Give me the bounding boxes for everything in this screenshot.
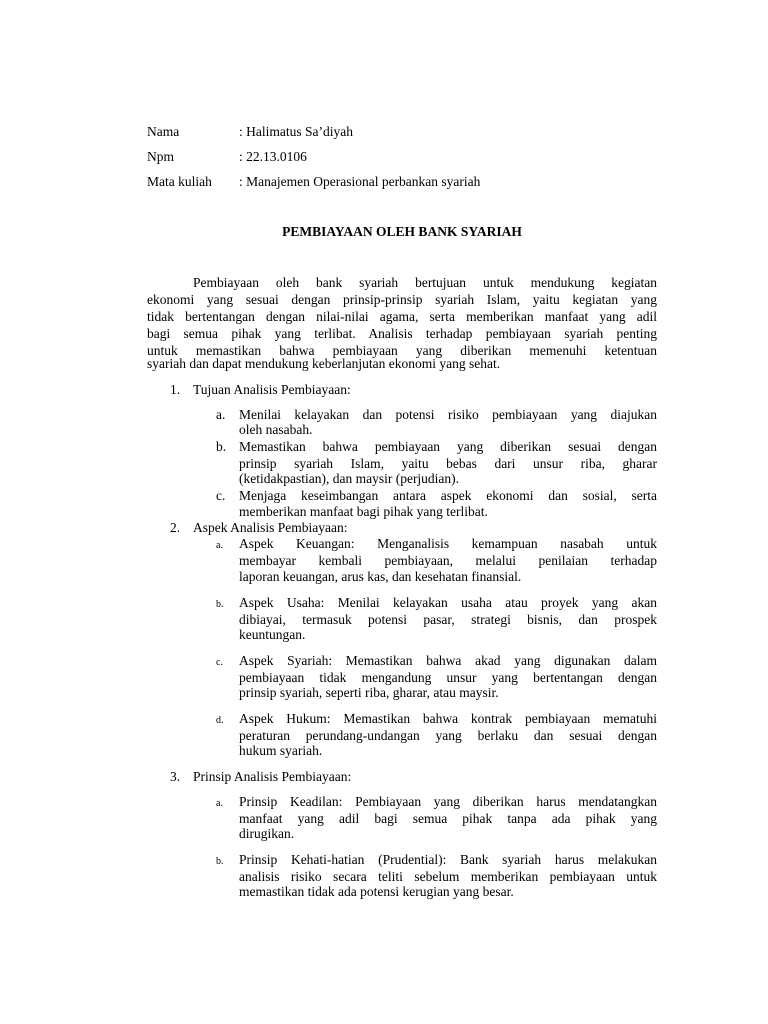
name-label: Nama [147,124,180,139]
section-number: 2. [170,520,181,535]
paragraph-line: syariah dan dapat mendukung keberlanjutan ekonomi yang sehat. [147,356,501,371]
list-item-line: prinsip syariah Islam, yaitu bebas dari unsur riba, gharar [239,456,657,471]
list-marker: c. [216,488,226,503]
paragraph-line: ekonomi yang sesuai dengan prinsip-prinsip syariah Islam, yaitu kegiatan yang [147,292,657,307]
list-item-line: laporan keuangan, arus kas, dan kesehatan finansial. [239,569,522,584]
list-item-line: Aspek Syariah: Memastikan bahwa akad yang digunakan dalam [239,653,657,668]
list-item-line: memastikan tidak ada potensi kerugian yang besar. [239,884,514,899]
list-item-line: prinsip syariah, seperti riba, gharar, atau maysir. [239,685,499,700]
section-heading: Aspek Analisis Pembiayaan: [193,520,348,535]
list-marker: a. [216,407,226,422]
paragraph-line: tidak bertentangan dengan nilai-nilai agama, serta memberikan manfaat yang adil [147,309,657,324]
list-item-line: (ketidakpastian), dan maysir (perjudian). [239,471,460,486]
course-label: Mata kuliah [147,174,212,189]
list-item-line: Menilai kelayakan dan potensi risiko pembiayaan yang diajukan [239,407,657,422]
section-number: 1. [170,382,181,397]
npm-label: Npm [147,149,174,164]
list-item-line: Aspek Usaha: Menilai kelayakan usaha atau proyek yang akan [239,595,657,610]
list-item-line: dirugikan. [239,826,295,841]
list-item-line: Menjaga keseimbangan antara aspek ekonomi dan sosial, serta [239,488,657,503]
list-marker: b. [216,599,224,610]
list-item-line: Memastikan bahwa pembiayaan yang diberikan sesuai dengan [239,439,657,454]
list-item-line: Aspek Keuangan: Menganalisis kemampuan nasabah untuk [239,536,657,551]
list-item-line: pembiayaan tidak mengandung unsur yang bertentangan dengan [239,670,657,685]
list-item-line: analisis risiko secara teliti sebelum memberikan pembiayaan untuk [239,869,657,884]
list-item-line: manfaat yang adil bagi semua pihak tanpa ada pihak yang [239,811,657,826]
list-marker: a. [216,540,223,551]
list-item-line: membayar kembali pembiayaan, melalui penilaian terhadap [239,553,657,568]
list-marker: a. [216,798,223,809]
npm-value: : 22.13.0106 [239,149,307,164]
page-title: PEMBIAYAAN OLEH BANK SYARIAH [282,224,522,239]
list-marker: c. [216,657,223,668]
list-item-line: keuntungan. [239,627,306,642]
list-item-line: peraturan perundang-undangan yang berlaku dan sesuai dengan [239,728,657,743]
paragraph-line: untuk memastikan bahwa pembiayaan yang diberikan memenuhi ketentuan [147,343,657,358]
list-item-line: Aspek Hukum: Memastikan bahwa kontrak pembiayaan mematuhi [239,711,657,726]
list-marker: b. [216,856,224,867]
list-marker: d. [216,715,224,726]
paragraph-line: bagi semua pihak yang terlibat. Analisis terhadap pembiayaan syariah penting [147,326,657,341]
section-heading: Tujuan Analisis Pembiayaan: [193,382,351,397]
name-value: : Halimatus Sa’diyah [239,124,353,139]
list-item-line: hukum syariah. [239,743,323,758]
list-marker: b. [216,439,227,454]
list-item-line: dibiayai, termasuk potensi pasar, strategi bisnis, dan prospek [239,612,657,627]
course-value: : Manajemen Operasional perbankan syariah [239,174,481,189]
paragraph-line: Pembiayaan oleh bank syariah bertujuan untuk mendukung kegiatan [193,275,657,290]
list-item-line: Prinsip Keadilan: Pembiayaan yang diberikan harus mendatangkan [239,794,657,809]
list-item-line: oleh nasabah. [239,422,313,437]
section-number: 3. [170,769,181,784]
list-item-line: Prinsip Kehati-hatian (Prudential): Bank syariah harus melakukan [239,852,657,867]
list-item-line: memberikan manfaat bagi pihak yang terlibat. [239,504,488,519]
section-heading: Prinsip Analisis Pembiayaan: [193,769,352,784]
